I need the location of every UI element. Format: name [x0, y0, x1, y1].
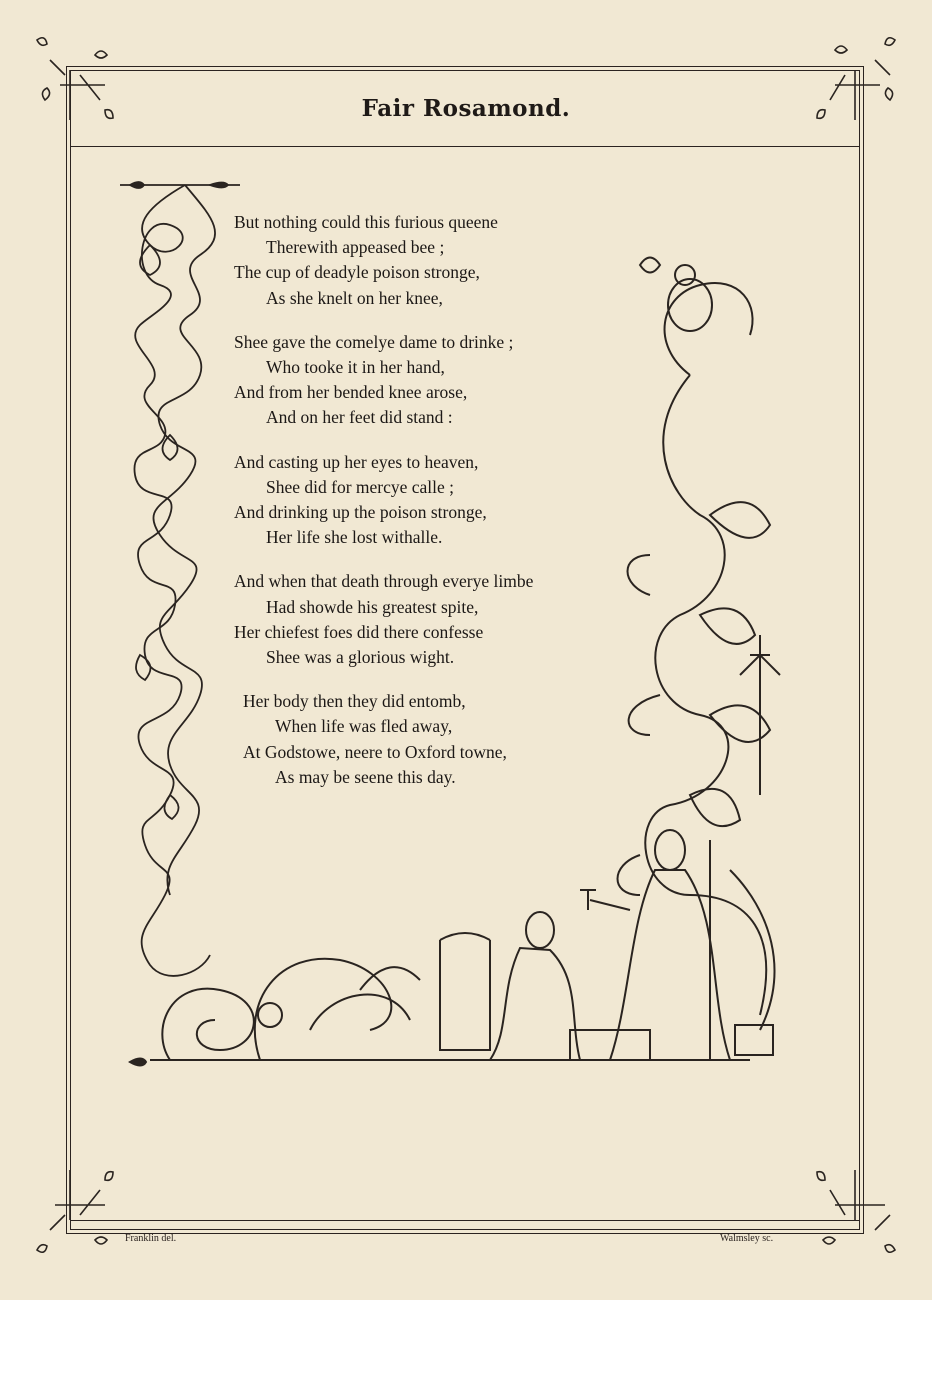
- header-rule: [70, 146, 860, 147]
- stanza: [234, 689, 634, 790]
- corner-ornament-bottom-right: [815, 1160, 915, 1260]
- poem-line: Who tooke it in her hand,: [266, 357, 445, 378]
- corner-ornament-bottom-left: [25, 1160, 125, 1260]
- poem-line: The cup of deadyle poison stronge,: [234, 262, 480, 283]
- poem-text: [234, 210, 634, 809]
- poem-line: Shee did for mercye calle ;: [266, 476, 455, 497]
- engraver-credit: Walmsley sc.: [720, 1233, 774, 1244]
- corner-ornament-top-left: [25, 30, 125, 130]
- illustrator-credit: Franklin del.: [125, 1233, 177, 1244]
- stanza: [234, 450, 634, 551]
- scroll-ornament-bottom: [110, 830, 790, 1100]
- stanza: [234, 210, 634, 311]
- poem-line: Shee gave the comelye dame to drinke ;: [234, 331, 514, 352]
- poem-line: And casting up her eyes to heaven,: [234, 451, 479, 472]
- poem-line: But nothing could this furious queene: [234, 212, 498, 232]
- page-title: Fair Rosamond.: [361, 95, 571, 122]
- poem-line: And when that death through everye limbe: [234, 571, 534, 592]
- corner-ornament-top-right: [815, 30, 915, 130]
- stanza: [234, 569, 634, 670]
- poem-line: Her life she lost withalle.: [266, 527, 443, 548]
- stanza: [234, 330, 634, 431]
- poem-line: Shee was a glorious wight.: [266, 647, 455, 668]
- poem-line: Therewith appeased bee ;: [266, 237, 445, 258]
- poem-line: Had showde his greatest spite,: [266, 596, 479, 617]
- poem-line: And drinking up the poison stronge,: [234, 502, 487, 523]
- footer-rule: [70, 1220, 860, 1221]
- poem-line: As she knelt on her knee,: [266, 287, 443, 308]
- poem-line: As may be seene this day.: [275, 766, 456, 787]
- poem-line: Her chiefest foes did there confesse: [234, 621, 484, 642]
- poem-line: At Godstowe, neere to Oxford towne,: [243, 741, 507, 762]
- poem-line: And from her bended knee arose,: [234, 382, 468, 403]
- poem-line: Her body then they did entomb,: [243, 691, 466, 712]
- poem-line: And on her feet did stand :: [266, 407, 453, 428]
- poem-line: When life was fled away,: [275, 716, 453, 737]
